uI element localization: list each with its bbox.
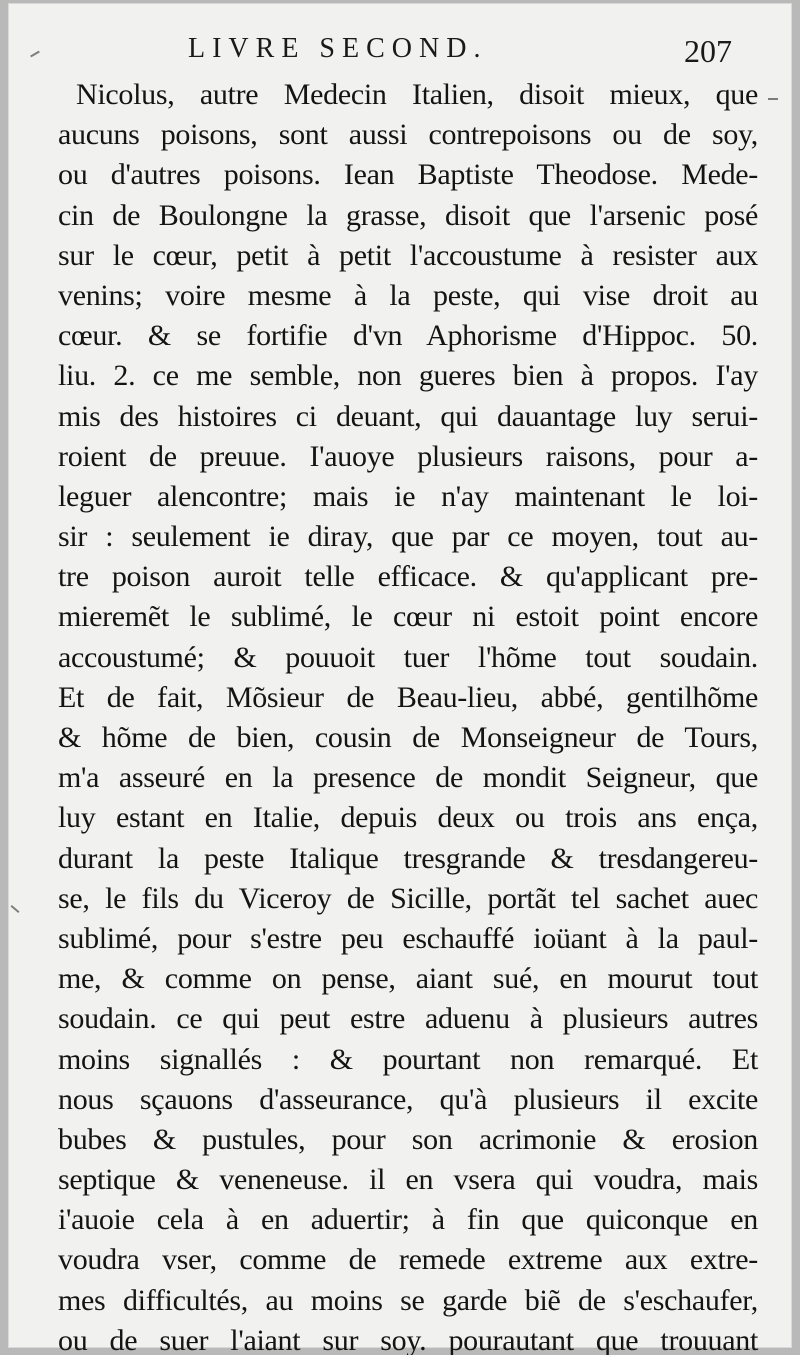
text-line: cin de Boulongne la grasse, disoit que l'arsenic posé	[58, 198, 758, 232]
text-line: venins; voire mesme à la peste, qui vise droit au	[58, 278, 758, 312]
text-line: roient de preuue. I'auoye plusieurs raisons, pour a-	[58, 439, 758, 473]
running-head: LIVRE SECOND.	[188, 33, 488, 64]
text-line: i'auoie cela à en aduertir; à fin que quiconque en	[58, 1203, 758, 1237]
text-line: soudain. ce qui peut estre aduenu à plusieurs autres	[58, 1002, 758, 1036]
text-line: moins signallés : & pourtant non remarqué. Et	[58, 1042, 758, 1076]
text-line: luy estant en Italie, depuis deux ou trois ans ença,	[58, 801, 758, 835]
text-line: sublimé, pour s'estre peu eschauffé ioüant à la paul-	[58, 921, 758, 955]
margin-speck	[30, 51, 40, 58]
text-line: durant la peste Italique tresgrande & tresdangereu-	[58, 841, 758, 875]
text-line: & hõme de bien, cousin de Monseigneur de Tours,	[58, 721, 758, 754]
page-number: 207	[684, 33, 732, 69]
text-line: bubes & pustules, pour son acrimonie & erosion	[58, 1122, 758, 1156]
margin-speck	[11, 905, 20, 913]
text-line: mieremẽt le sublimé, le cœur ni estoit point encore	[58, 600, 758, 634]
text-line: mis des histoires ci deuant, qui dauantage luy serui-	[58, 399, 758, 433]
text-line: cœur. & se fortifie d'vn Aphorisme d'Hippoc. 50.	[58, 319, 758, 353]
body-text	[58, 75, 758, 1355]
margin-speck	[768, 98, 778, 100]
text-line: Et de fait, Mõsieur de Beau-lieu, abbé, gentilhõme	[58, 680, 758, 714]
text-line: mes difficultés, au moins se garde biẽ de s'eschaufer,	[58, 1283, 758, 1317]
text-line: sir : seulement ie diray, que par ce moyen, tout au-	[58, 520, 758, 554]
text-line: se, le fils du Viceroy de Sicille, portãt tel sachet auec	[58, 881, 758, 915]
text-line: accoustumé; & pouuoit tuer l'hõme tout soudain.	[58, 640, 758, 674]
text-line: tre poison auroit telle efficace. & qu'applicant pre-	[58, 560, 758, 594]
text-line: septique & veneneuse. il en vsera qui voudra, mais	[58, 1163, 758, 1197]
text-line: sur le cœur, petit à petit l'accoustume à resister aux	[58, 238, 758, 272]
text-line: ou de suer l'aiant sur soy. pourautant que trouuant	[58, 1323, 758, 1355]
book-page	[8, 3, 792, 1355]
text-line: nous sçauons d'asseurance, qu'à plusieurs il excite	[58, 1082, 758, 1116]
text-line: ou d'autres poisons. Iean Baptiste Theodose. Mede-	[58, 158, 758, 192]
text-line: leguer alencontre; mais ie n'ay maintenant le loi-	[58, 479, 758, 513]
text-line: voudra vser, comme de remede extreme aux extre-	[58, 1243, 758, 1277]
text-line: Nicolus, autre Medecin Italien, disoit mieux, que	[76, 78, 758, 111]
text-line: me, & comme on pense, aiant sué, en mourut tout	[58, 962, 758, 996]
text-line: m'a asseuré en la presence de mondit Seigneur, que	[58, 761, 758, 795]
text-line: liu. 2. ce me semble, non gueres bien à propos. I'ay	[58, 359, 758, 393]
text-line: aucuns poisons, sont aussi contrepoisons ou de soy,	[58, 118, 758, 152]
